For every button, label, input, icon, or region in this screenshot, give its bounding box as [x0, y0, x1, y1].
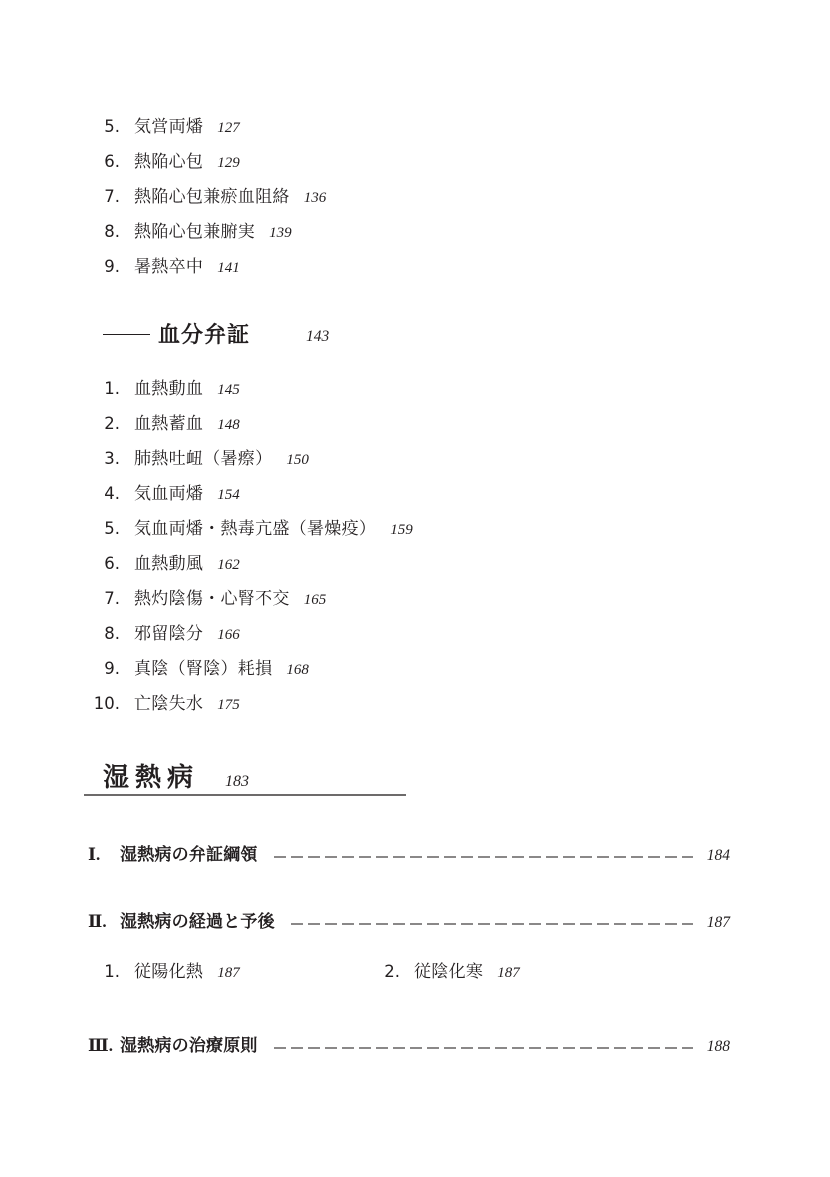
- entry-title: 血熱蓄血: [134, 414, 204, 434]
- dot-leader: [274, 1047, 693, 1049]
- entry-page-number: 187: [217, 965, 240, 981]
- toc-entry[interactable]: [90, 147, 240, 172]
- entry-title: 血熱動血: [134, 379, 204, 399]
- chapter-heading[interactable]: [103, 757, 249, 794]
- section-heading-page: 143: [306, 327, 330, 345]
- dot-leader: [291, 923, 693, 925]
- entry-number: 3.: [104, 449, 120, 468]
- toc-entry[interactable]: [90, 112, 240, 137]
- section-page-number: 184: [706, 847, 730, 864]
- entry-page-number: 159: [390, 522, 413, 538]
- entry-page-number: 166: [217, 627, 240, 643]
- section-title: 湿熱病の治療原則: [120, 1036, 258, 1056]
- section-heading-title: 血分弁証: [158, 323, 251, 348]
- entry-title: 気血両燔: [134, 484, 204, 504]
- toc-entry[interactable]: [90, 252, 240, 277]
- toc-entry[interactable]: [90, 619, 240, 644]
- section-title: 湿熱病の経過と予後: [120, 912, 275, 932]
- entry-number: 6.: [104, 554, 120, 573]
- toc-entry[interactable]: [90, 957, 240, 982]
- entry-page-number: 165: [303, 592, 327, 608]
- entry-number: 1.: [104, 962, 120, 981]
- toc-section-3[interactable]: [88, 1031, 730, 1056]
- entry-title: 熱陥心包兼瘀血阻絡: [134, 187, 290, 207]
- entry-page-number: 175: [217, 697, 240, 713]
- entry-page-number: 129: [217, 155, 240, 171]
- entry-number: 9.: [104, 659, 120, 678]
- section-title: 湿熱病の弁証綱領: [120, 845, 258, 865]
- toc-entry[interactable]: [370, 957, 520, 982]
- entry-title: 血熱動風: [134, 554, 204, 574]
- entry-number: 8.: [104, 222, 120, 241]
- entry-number: 6.: [104, 152, 120, 171]
- toc-entry[interactable]: [90, 217, 292, 242]
- toc-entry[interactable]: [90, 689, 240, 714]
- entry-page-number: 141: [217, 260, 240, 276]
- entry-page-number: 187: [497, 965, 520, 981]
- chapter-title: 湿熱病: [103, 763, 200, 793]
- section-page-number: 188: [706, 1038, 730, 1055]
- toc-entry[interactable]: [90, 514, 413, 539]
- entry-number: 2.: [384, 962, 400, 981]
- entry-page-number: 154: [217, 487, 240, 503]
- entry-title: 気営両燔: [134, 117, 204, 137]
- entry-page-number: 145: [217, 382, 240, 398]
- toc-entry[interactable]: [90, 444, 309, 469]
- entry-number: 2.: [104, 414, 120, 433]
- entry-page-number: 168: [286, 662, 309, 678]
- entry-title: 熱陥心包兼腑実: [134, 222, 256, 242]
- entry-title: 従陽化熱: [134, 962, 204, 982]
- entry-number: 5.: [104, 117, 120, 136]
- entry-number: 7.: [104, 589, 120, 608]
- entry-number: 8.: [104, 624, 120, 643]
- chapter-underline: [84, 794, 406, 796]
- chapter-page-number: 183: [225, 773, 250, 790]
- entry-title: 真陰（腎陰）耗損: [134, 659, 273, 679]
- dot-leader: [274, 856, 693, 858]
- entry-page-number: 127: [217, 120, 240, 136]
- section-heading-blood[interactable]: [103, 318, 329, 349]
- entry-title: 暑熱卒中: [134, 257, 204, 277]
- entry-number: 5.: [104, 519, 120, 538]
- toc-entry[interactable]: [90, 584, 327, 609]
- toc-entry[interactable]: [90, 479, 240, 504]
- entry-page-number: 139: [269, 225, 292, 241]
- entry-page-number: 150: [286, 452, 309, 468]
- toc-entry[interactable]: [90, 654, 309, 679]
- entry-number: 10.: [93, 694, 120, 713]
- entry-page-number: 162: [217, 557, 240, 573]
- section-page-number: 187: [706, 914, 730, 931]
- entry-number: 7.: [104, 187, 120, 206]
- entry-number: 9.: [104, 257, 120, 276]
- entry-page-number: 136: [303, 190, 327, 206]
- toc-entry[interactable]: [90, 182, 327, 207]
- entry-number: 1.: [104, 379, 120, 398]
- entry-title: 従陰化寒: [414, 962, 484, 982]
- entry-title: 亡陰失水: [134, 694, 204, 714]
- section-numeral: Ⅰ.: [88, 845, 101, 864]
- entry-title: 熱灼陰傷・心腎不交: [134, 589, 290, 609]
- toc-section-2[interactable]: [88, 907, 730, 932]
- entry-number: 4.: [104, 484, 120, 503]
- entry-title: 邪留陰分: [134, 624, 204, 644]
- toc-section-1[interactable]: [88, 840, 730, 865]
- entry-page-number: 148: [217, 417, 240, 433]
- heading-dash: [103, 334, 150, 336]
- entry-title: 気血両燔・熱毒亢盛（暑燥疫）: [134, 519, 377, 539]
- entry-title: 熱陥心包: [134, 152, 204, 172]
- section-numeral: Ⅱ.: [88, 912, 107, 931]
- toc-entry[interactable]: [90, 409, 240, 434]
- section-numeral: Ⅲ.: [88, 1036, 113, 1055]
- toc-entry[interactable]: [90, 549, 240, 574]
- toc-entry[interactable]: [90, 374, 240, 399]
- entry-title: 肺熱吐衄（暑瘵）: [134, 449, 273, 469]
